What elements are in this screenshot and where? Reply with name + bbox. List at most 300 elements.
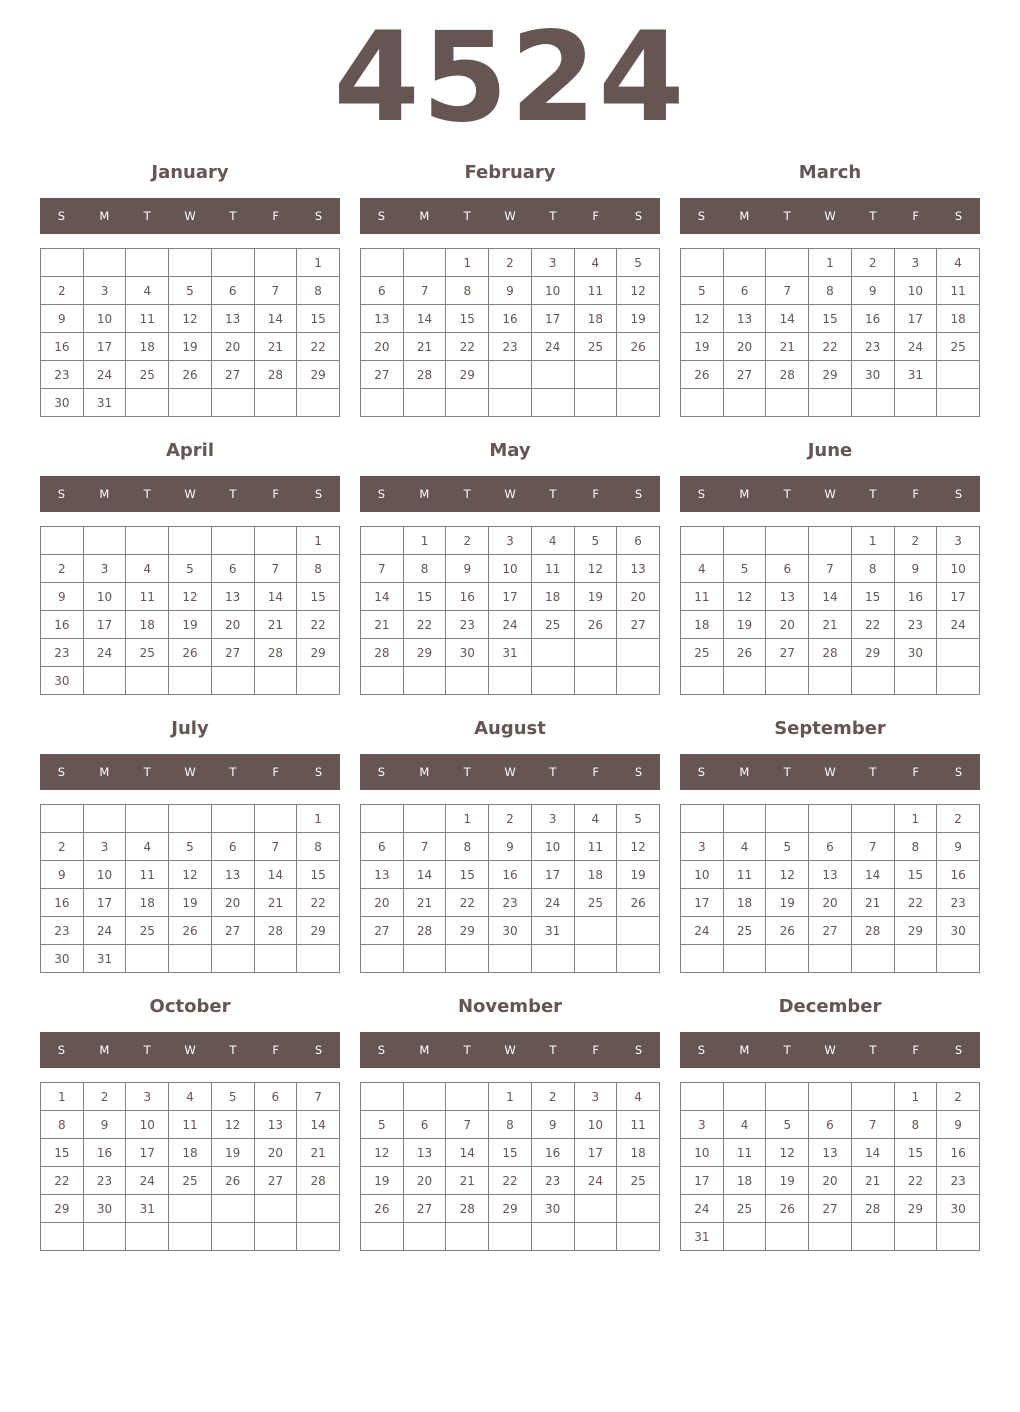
day-cell: 25 (574, 889, 617, 917)
week-row (361, 917, 660, 945)
week-row (681, 527, 980, 555)
day-cell: 3 (126, 1083, 169, 1111)
day-cell: 12 (723, 583, 766, 611)
week-row (681, 833, 980, 861)
week-row (361, 249, 660, 277)
empty-day-cell (681, 1083, 724, 1111)
month-title: April (165, 440, 215, 461)
day-cell: 22 (446, 333, 489, 361)
day-cell: 17 (126, 1139, 169, 1167)
day-cell: 4 (574, 249, 617, 277)
day-cell: 19 (574, 583, 617, 611)
empty-day-cell (169, 667, 212, 695)
day-cell: 29 (297, 639, 340, 667)
empty-day-cell (403, 1083, 446, 1111)
empty-day-cell (211, 805, 254, 833)
day-cell: 25 (574, 333, 617, 361)
day-cell: 21 (851, 1167, 894, 1195)
week-row (681, 1167, 980, 1195)
empty-day-cell (489, 389, 532, 417)
day-cell: 31 (126, 1195, 169, 1223)
day-cell: 3 (894, 249, 937, 277)
day-cell: 28 (403, 361, 446, 389)
empty-day-cell (766, 667, 809, 695)
empty-day-cell (681, 805, 724, 833)
empty-day-cell (211, 667, 254, 695)
empty-day-cell (403, 667, 446, 695)
empty-day-cell (254, 249, 297, 277)
day-cell: 18 (723, 1167, 766, 1195)
weekday-label: S (634, 765, 643, 779)
day-cell: 27 (809, 1195, 852, 1223)
day-cell: 4 (937, 249, 980, 277)
empty-day-cell (446, 1223, 489, 1251)
week-row (41, 555, 340, 583)
weekday-header-bar (40, 1032, 340, 1068)
day-cell: 6 (211, 833, 254, 861)
day-cell: 14 (446, 1139, 489, 1167)
day-cell: 24 (83, 361, 126, 389)
weekday-label: T (229, 1043, 237, 1057)
day-cell: 1 (809, 249, 852, 277)
day-cell: 12 (211, 1111, 254, 1139)
day-cell: 24 (83, 917, 126, 945)
weekday-label: W (824, 487, 836, 501)
month-title: October (149, 996, 231, 1017)
day-cell: 31 (489, 639, 532, 667)
week-row (41, 277, 340, 305)
day-cell: 23 (937, 889, 980, 917)
day-cell: 13 (617, 555, 660, 583)
day-cell: 8 (446, 277, 489, 305)
empty-day-cell (126, 1223, 169, 1251)
day-cell: 11 (723, 1139, 766, 1167)
weekday-label: T (869, 1043, 877, 1057)
day-cell: 8 (894, 833, 937, 861)
weekday-label: T (549, 487, 557, 501)
week-row (41, 527, 340, 555)
week-row (41, 833, 340, 861)
day-cell: 7 (254, 833, 297, 861)
day-cell: 30 (446, 639, 489, 667)
weekday-label: F (912, 209, 920, 223)
day-cell: 17 (531, 861, 574, 889)
day-cell: 9 (41, 305, 84, 333)
day-cell: 18 (681, 611, 724, 639)
weekday-label: S (697, 209, 706, 223)
empty-day-cell (169, 527, 212, 555)
weekday-label: F (592, 1043, 600, 1057)
weekday-label: T (549, 1043, 557, 1057)
day-cell: 3 (937, 527, 980, 555)
day-cell: 23 (937, 1167, 980, 1195)
day-cell: 17 (83, 889, 126, 917)
day-cell: 14 (851, 861, 894, 889)
weekday-label: W (184, 1043, 196, 1057)
day-cell: 23 (41, 361, 84, 389)
day-cell: 19 (169, 611, 212, 639)
day-cell: 6 (361, 833, 404, 861)
day-cell: 21 (254, 889, 297, 917)
day-cell: 17 (531, 305, 574, 333)
empty-day-cell (297, 1223, 340, 1251)
day-cell: 11 (126, 583, 169, 611)
day-cell: 27 (361, 361, 404, 389)
weekday-label: T (869, 209, 877, 223)
empty-day-cell (851, 667, 894, 695)
day-cell: 10 (83, 861, 126, 889)
day-cell: 2 (83, 1083, 126, 1111)
day-cell: 20 (211, 333, 254, 361)
empty-day-cell (681, 389, 724, 417)
empty-day-cell (169, 249, 212, 277)
week-row (41, 889, 340, 917)
day-cell: 6 (211, 555, 254, 583)
empty-day-cell (403, 249, 446, 277)
weekday-header-bar (680, 476, 980, 512)
month-title: January (151, 162, 229, 183)
day-cell: 24 (531, 333, 574, 361)
weekday-label: T (783, 209, 791, 223)
day-cell: 23 (851, 333, 894, 361)
day-cell: 11 (937, 277, 980, 305)
day-cell: 27 (211, 639, 254, 667)
day-cell: 16 (41, 611, 84, 639)
day-cell: 2 (937, 805, 980, 833)
weekday-label: W (824, 209, 836, 223)
weekday-label: M (419, 209, 430, 223)
weekday-header-bar (360, 754, 660, 790)
day-cell: 23 (531, 1167, 574, 1195)
day-cell: 19 (361, 1167, 404, 1195)
empty-day-cell (723, 527, 766, 555)
day-cell: 28 (403, 917, 446, 945)
weekday-header-bar (680, 1032, 980, 1068)
day-cell: 3 (531, 805, 574, 833)
day-cell: 12 (617, 833, 660, 861)
day-cell: 28 (254, 917, 297, 945)
week-row (681, 583, 980, 611)
day-cell: 20 (723, 333, 766, 361)
day-cell: 27 (809, 917, 852, 945)
day-cell: 29 (894, 917, 937, 945)
weekday-header-bar (680, 754, 980, 790)
day-cell: 23 (446, 611, 489, 639)
empty-day-cell (169, 945, 212, 973)
day-grid (360, 804, 660, 973)
weekday-label: S (57, 209, 66, 223)
week-row (41, 1139, 340, 1167)
week-row (681, 1111, 980, 1139)
weekday-label: W (824, 1043, 836, 1057)
day-cell: 1 (403, 527, 446, 555)
weekday-label: T (143, 1043, 151, 1057)
day-cell: 12 (766, 1139, 809, 1167)
week-row (41, 917, 340, 945)
day-cell: 26 (169, 639, 212, 667)
week-row (361, 555, 660, 583)
empty-day-cell (851, 805, 894, 833)
day-cell: 22 (297, 611, 340, 639)
day-cell: 6 (403, 1111, 446, 1139)
weekday-label: T (143, 765, 151, 779)
empty-day-cell (531, 361, 574, 389)
day-cell: 28 (446, 1195, 489, 1223)
day-cell: 24 (489, 611, 532, 639)
day-cell: 25 (126, 361, 169, 389)
day-cell: 10 (574, 1111, 617, 1139)
weekday-label: S (697, 765, 706, 779)
day-cell: 21 (403, 333, 446, 361)
day-cell: 2 (41, 555, 84, 583)
empty-day-cell (766, 1083, 809, 1111)
empty-day-cell (126, 945, 169, 973)
week-row (361, 639, 660, 667)
day-cell: 31 (894, 361, 937, 389)
day-cell: 1 (41, 1083, 84, 1111)
weekday-label: W (504, 1043, 516, 1057)
empty-day-cell (83, 667, 126, 695)
weekday-label: T (783, 1043, 791, 1057)
empty-day-cell (361, 1083, 404, 1111)
empty-day-cell (297, 667, 340, 695)
day-cell: 20 (809, 889, 852, 917)
weekday-label: W (184, 209, 196, 223)
day-cell: 16 (446, 583, 489, 611)
day-cell: 30 (894, 639, 937, 667)
empty-day-cell (361, 805, 404, 833)
day-cell: 6 (617, 527, 660, 555)
empty-day-cell (126, 527, 169, 555)
day-cell: 3 (574, 1083, 617, 1111)
day-cell: 6 (254, 1083, 297, 1111)
day-cell: 13 (361, 305, 404, 333)
day-cell: 10 (83, 305, 126, 333)
day-cell: 12 (169, 583, 212, 611)
week-row (681, 1083, 980, 1111)
empty-day-cell (937, 639, 980, 667)
empty-day-cell (41, 805, 84, 833)
day-cell: 15 (489, 1139, 532, 1167)
day-cell: 11 (531, 555, 574, 583)
empty-day-cell (723, 805, 766, 833)
day-cell: 2 (446, 527, 489, 555)
empty-day-cell (446, 389, 489, 417)
weekday-header-bar (360, 1032, 660, 1068)
day-cell: 11 (574, 277, 617, 305)
day-cell: 14 (254, 583, 297, 611)
day-cell: 26 (169, 917, 212, 945)
day-cell: 2 (41, 833, 84, 861)
weekday-header-bar (40, 198, 340, 234)
day-cell: 14 (254, 305, 297, 333)
weekday-label: W (504, 209, 516, 223)
day-cell: 17 (894, 305, 937, 333)
empty-day-cell (809, 1223, 852, 1251)
week-row (41, 667, 340, 695)
day-cell: 1 (297, 805, 340, 833)
day-cell: 9 (937, 833, 980, 861)
empty-day-cell (489, 945, 532, 973)
weekday-label: T (783, 765, 791, 779)
empty-day-cell (574, 389, 617, 417)
day-cell: 1 (894, 1083, 937, 1111)
week-row (681, 555, 980, 583)
day-cell: 26 (617, 889, 660, 917)
empty-day-cell (126, 389, 169, 417)
week-row (361, 361, 660, 389)
weekday-label: S (57, 487, 66, 501)
weekday-label: M (419, 765, 430, 779)
empty-day-cell (766, 389, 809, 417)
empty-day-cell (169, 1223, 212, 1251)
empty-day-cell (254, 945, 297, 973)
empty-day-cell (766, 945, 809, 973)
day-cell: 19 (766, 889, 809, 917)
day-cell: 22 (297, 889, 340, 917)
day-cell: 7 (851, 833, 894, 861)
week-row (361, 333, 660, 361)
day-cell: 13 (809, 861, 852, 889)
day-cell: 20 (211, 611, 254, 639)
day-cell: 25 (126, 639, 169, 667)
weekday-label: S (377, 1043, 386, 1057)
week-row (681, 305, 980, 333)
empty-day-cell (83, 1223, 126, 1251)
day-cell: 17 (681, 1167, 724, 1195)
empty-day-cell (446, 1083, 489, 1111)
day-cell: 20 (254, 1139, 297, 1167)
weekday-label: S (377, 209, 386, 223)
week-row (41, 1195, 340, 1223)
day-cell: 5 (211, 1083, 254, 1111)
day-cell: 12 (169, 305, 212, 333)
day-cell: 30 (41, 389, 84, 417)
day-cell: 22 (894, 1167, 937, 1195)
day-cell: 29 (894, 1195, 937, 1223)
day-cell: 9 (851, 277, 894, 305)
empty-day-cell (809, 667, 852, 695)
day-cell: 16 (41, 333, 84, 361)
weekday-label: S (634, 487, 643, 501)
day-cell: 21 (254, 333, 297, 361)
day-cell: 7 (851, 1111, 894, 1139)
day-cell: 20 (617, 583, 660, 611)
day-cell: 19 (617, 305, 660, 333)
day-cell: 26 (169, 361, 212, 389)
week-row (41, 611, 340, 639)
day-cell: 31 (83, 945, 126, 973)
day-cell: 5 (169, 277, 212, 305)
week-row (681, 861, 980, 889)
weekday-label: M (419, 1043, 430, 1057)
empty-day-cell (126, 805, 169, 833)
day-cell: 20 (361, 333, 404, 361)
week-row (361, 667, 660, 695)
day-cell: 15 (297, 861, 340, 889)
week-row (41, 1167, 340, 1195)
day-cell: 20 (809, 1167, 852, 1195)
day-cell: 28 (809, 639, 852, 667)
empty-day-cell (254, 1195, 297, 1223)
day-cell: 9 (894, 555, 937, 583)
day-cell: 2 (489, 249, 532, 277)
day-cell: 7 (809, 555, 852, 583)
day-cell: 15 (297, 583, 340, 611)
day-cell: 23 (83, 1167, 126, 1195)
day-cell: 9 (83, 1111, 126, 1139)
week-row (361, 611, 660, 639)
empty-day-cell (937, 361, 980, 389)
day-cell: 26 (211, 1167, 254, 1195)
day-cell: 18 (617, 1139, 660, 1167)
day-cell: 25 (531, 611, 574, 639)
day-cell: 6 (809, 1111, 852, 1139)
day-cell: 29 (809, 361, 852, 389)
day-cell: 8 (297, 555, 340, 583)
weekday-label: T (229, 487, 237, 501)
day-cell: 26 (574, 611, 617, 639)
empty-day-cell (766, 249, 809, 277)
day-cell: 4 (169, 1083, 212, 1111)
day-cell: 10 (531, 833, 574, 861)
empty-day-cell (574, 667, 617, 695)
empty-day-cell (723, 667, 766, 695)
empty-day-cell (446, 945, 489, 973)
month-title: March (798, 162, 862, 183)
empty-day-cell (766, 805, 809, 833)
day-cell: 22 (41, 1167, 84, 1195)
day-cell: 1 (297, 249, 340, 277)
empty-day-cell (723, 1083, 766, 1111)
day-cell: 31 (83, 389, 126, 417)
empty-day-cell (617, 1195, 660, 1223)
day-cell: 25 (126, 917, 169, 945)
empty-day-cell (531, 667, 574, 695)
day-cell: 24 (574, 1167, 617, 1195)
day-grid (360, 1082, 660, 1251)
empty-day-cell (211, 945, 254, 973)
empty-day-cell (574, 917, 617, 945)
day-cell: 13 (403, 1139, 446, 1167)
empty-day-cell (361, 945, 404, 973)
day-cell: 1 (894, 805, 937, 833)
day-cell: 17 (937, 583, 980, 611)
empty-day-cell (446, 667, 489, 695)
empty-day-cell (851, 1083, 894, 1111)
day-cell: 24 (681, 1195, 724, 1223)
day-cell: 2 (937, 1083, 980, 1111)
day-grid (40, 1082, 340, 1251)
day-grid (680, 526, 980, 695)
day-cell: 28 (297, 1167, 340, 1195)
day-cell: 18 (937, 305, 980, 333)
day-cell: 29 (403, 639, 446, 667)
week-row (361, 1111, 660, 1139)
empty-day-cell (681, 667, 724, 695)
day-cell: 22 (894, 889, 937, 917)
day-cell: 8 (403, 555, 446, 583)
empty-day-cell (531, 1223, 574, 1251)
day-cell: 12 (617, 277, 660, 305)
weekday-label: F (272, 765, 280, 779)
day-cell: 25 (723, 1195, 766, 1223)
empty-day-cell (937, 1223, 980, 1251)
day-cell: 22 (446, 889, 489, 917)
empty-day-cell (254, 527, 297, 555)
day-cell: 8 (489, 1111, 532, 1139)
empty-day-cell (937, 389, 980, 417)
